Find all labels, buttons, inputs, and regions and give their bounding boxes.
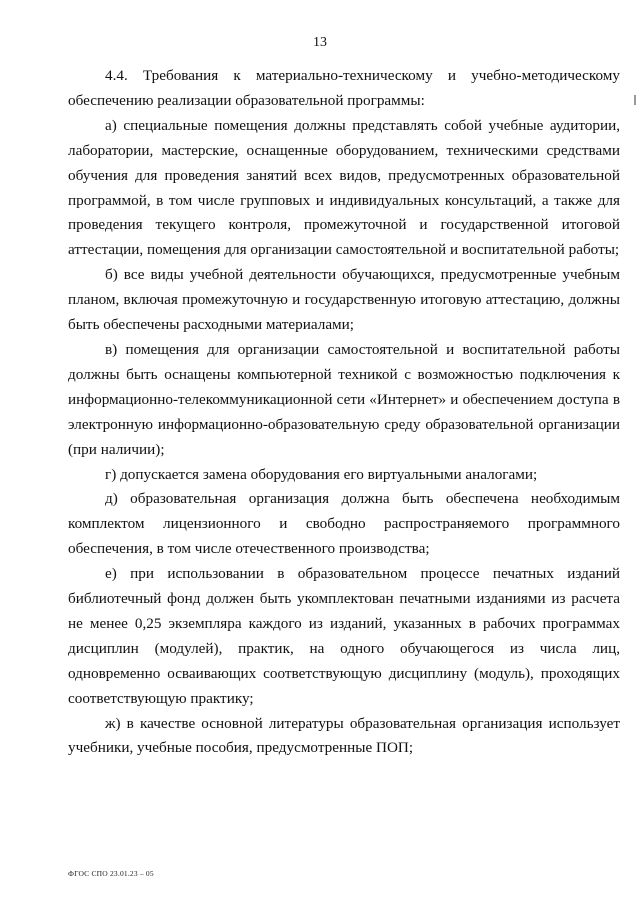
paragraph-item-a: а) специальные помещения должны представлять собой учебные аудитории, лаборатории, мастерские, оснащенные оборудованием, техническими средствами обучения для проведения занятий всех видов, предусмотренных образовательной программой, в том числе групповых и индивидуальных консультаций, а также для проведения текущего контроля, промежуточной и государственной итоговой аттестации, помещения для организации самостоятельной и воспитательной работы;: [68, 116, 620, 259]
paragraph-item-b: б) все виды учебной деятельности обучающихся, предусмотренные учебным планом, включая промежуточную и государственную итоговую аттестацию, должны быть обеспечены расходными материалами;: [68, 266, 620, 334]
paragraph-item-v: в) помещения для организации самостоятельной и воспитательной работы должны быть оснащены компьютерной техникой с возможностью подключения к информационно-телекоммуникационной сети «Интернет» и обеспечением доступа в электронную информационно-образовательную среду образовательной организации (при наличии);: [68, 340, 620, 458]
page-number: 13: [313, 35, 327, 50]
paragraph-item-d: д) образовательная организация должна быть обеспечена необходимым комплектом лицензионного и свободно распространяемого программного обеспечения, в том числе отечественного производства;: [68, 490, 620, 558]
document-body: [68, 64, 620, 761]
paragraph-4-4-heading: 4.4. Требования к материально-техническому и учебно-методическому обеспечению реализации образовательной программы:: [68, 67, 620, 109]
paragraph-item-zh: ж) в качестве основной литературы образовательная организация использует учебники, учебные пособия, предусмотренные ПОП;: [68, 714, 620, 757]
paragraph-item-g: г) допускается замена оборудования его виртуальными аналогами;: [105, 465, 538, 483]
scan-mark: [634, 95, 636, 105]
paragraph-item-e: е) при использовании в образовательном процессе печатных изданий библиотечный фонд должен быть укомплектован печатными изданиями из расчета не менее 0,25 экземпляра каждого из изданий, указанных в рабочих программах дисциплин (модулей), практик, на одного обучающегося из числа лиц, одновременно осваивающих соответствующую дисциплину (модуль), проходящих соответствующую практику;: [68, 565, 620, 707]
footer-document-code: ФГОС СПО 23.01.23 – 05: [68, 869, 154, 878]
